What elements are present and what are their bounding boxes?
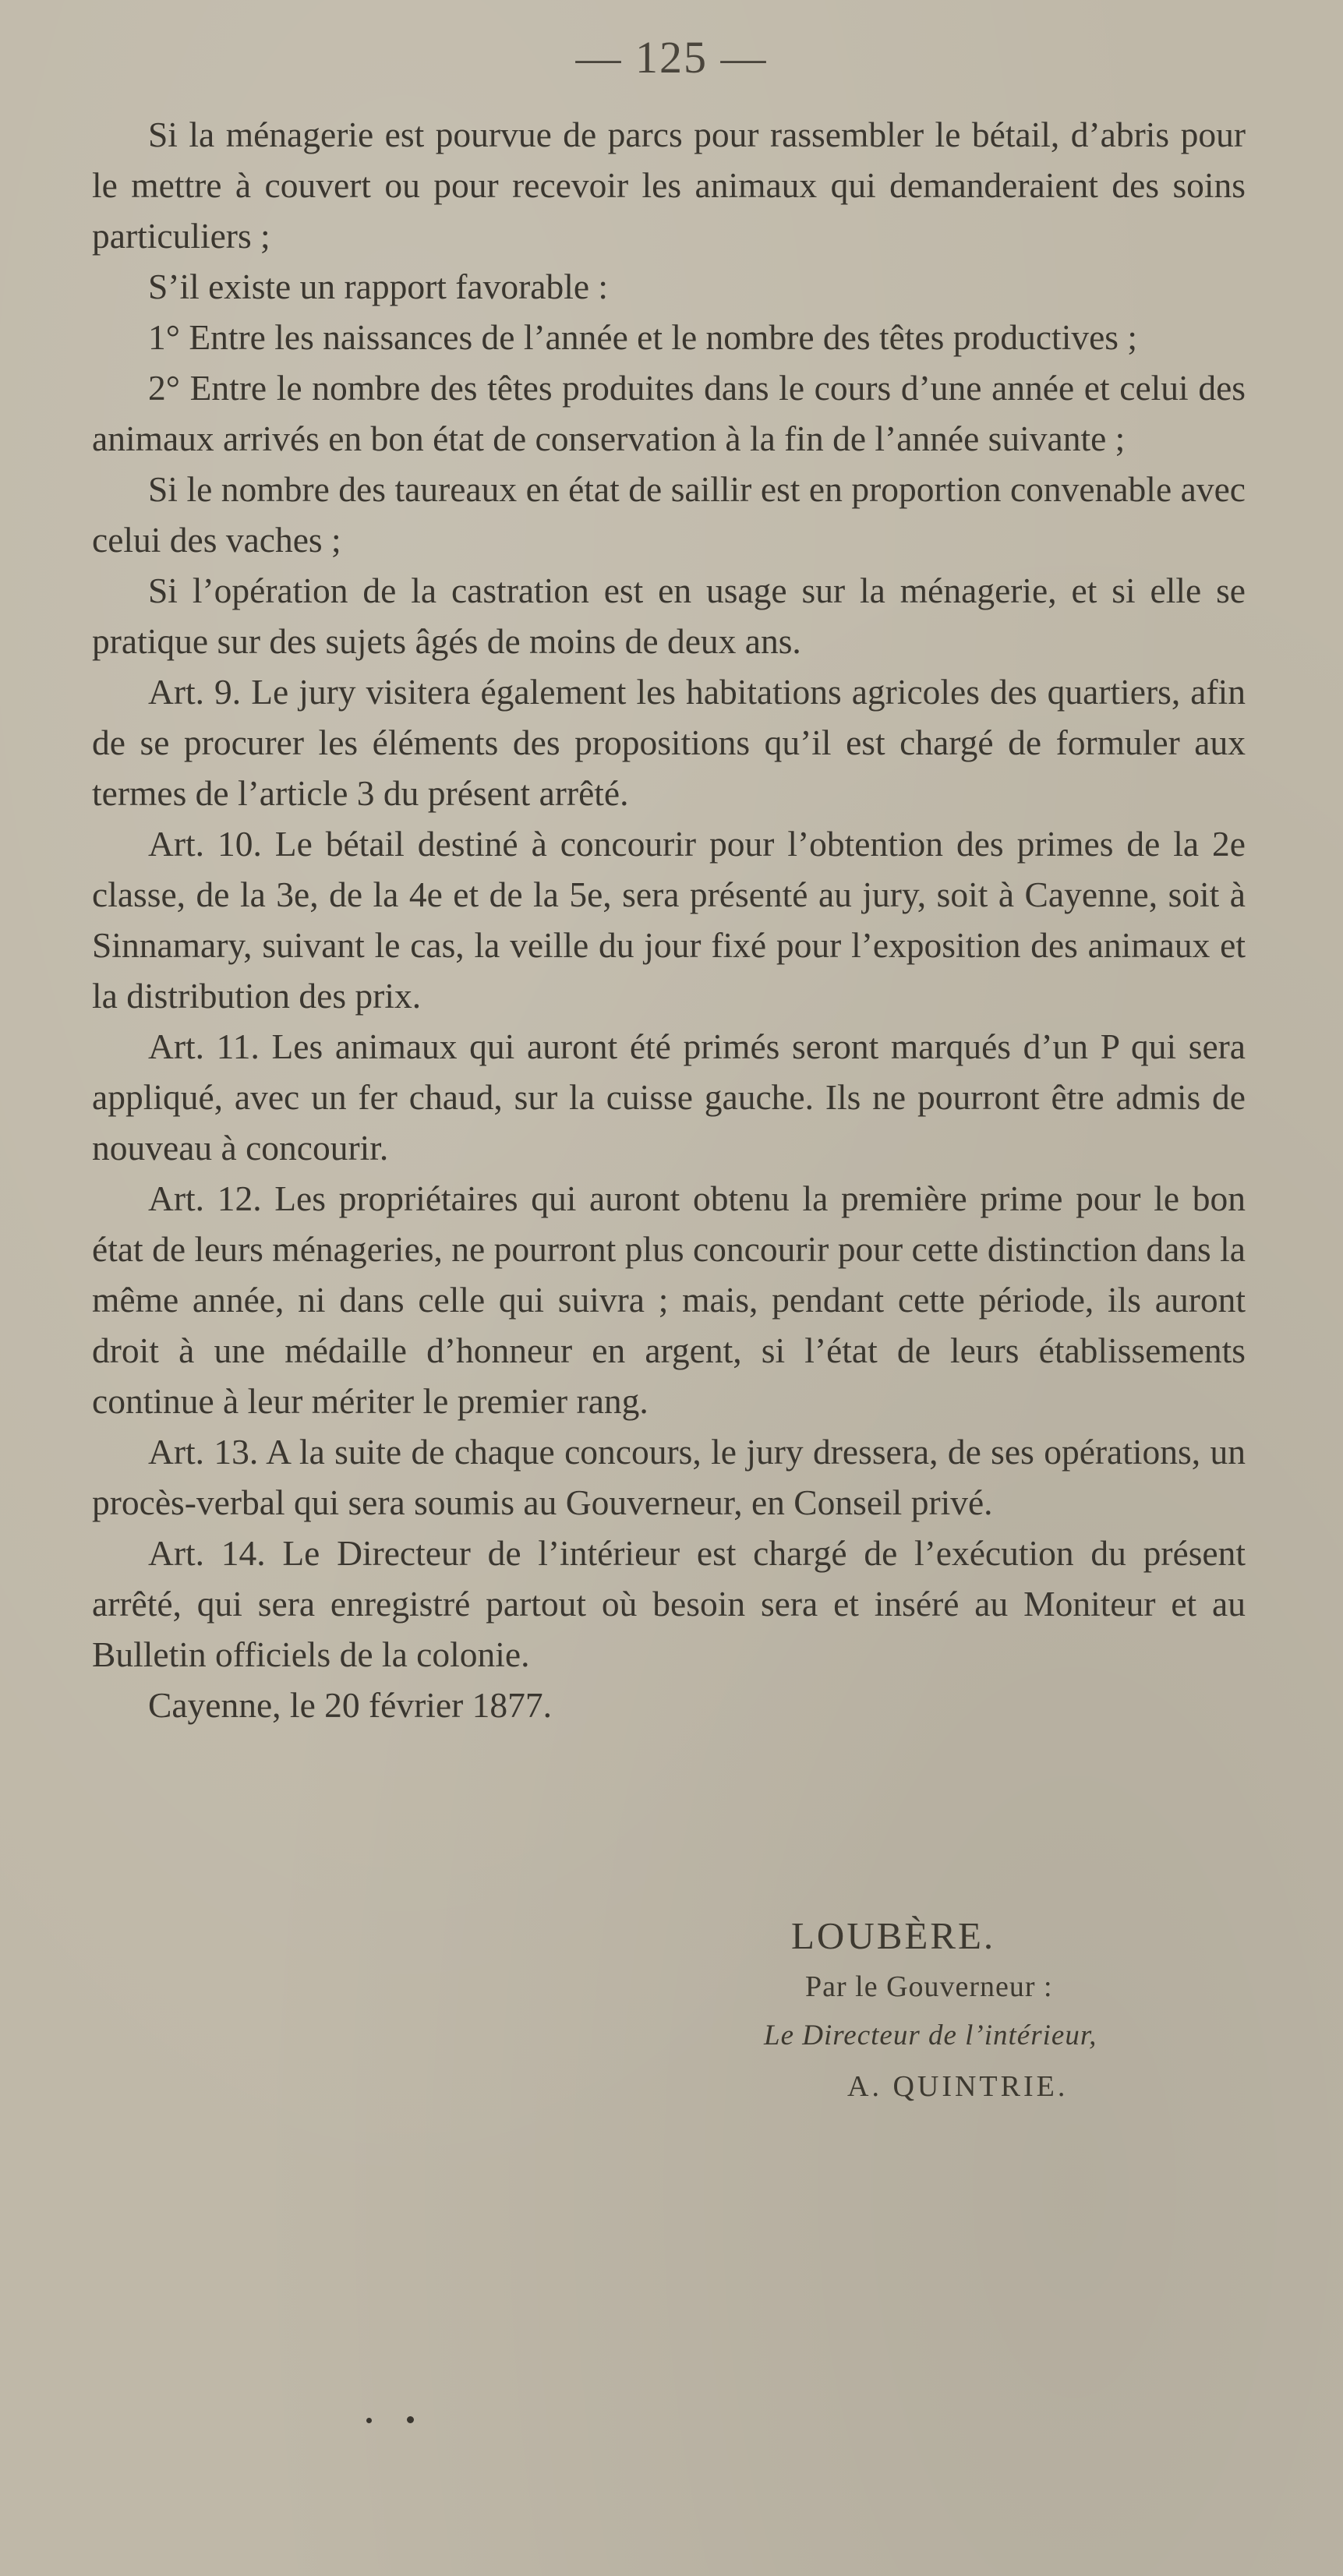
by-governor-line: Par le Gouverneur : bbox=[805, 1970, 1053, 2003]
article-10: Art. 10. Le bétail destiné à concourir pour l’obtention des primes de la 2e classe, de la 3e, de la 4e et de la 5e, sera présenté au jury, soit à Cayenne, soit à Sinnamary, suivant le cas, la veille du jour fixé pour l’exposition des animaux et la distribution des prix. bbox=[92, 824, 1246, 1016]
body-text bbox=[92, 109, 1246, 1730]
article-14: Art. 14. Le Directeur de l’intérieur est chargé de l’exécution du présent arrêté, qui sera enregistré partout où besoin sera et inséré au Moniteur et au Bulletin officiels de la colonie. bbox=[92, 1533, 1246, 1674]
paragraph-taureaux: Si le nombre des taureaux en état de saillir est en proportion convenable avec celui des vaches ; bbox=[92, 469, 1246, 560]
paragraph-menagerie-parcs: Si la ménagerie est pourvue de parcs pour rassembler le bétail, d’abris pour le mettre à couvert ou pour recevoir les animaux qui demanderaient des soins particuliers ; bbox=[92, 115, 1246, 256]
paragraph-naissances: 1° Entre les naissances de l’année et le nombre des têtes productives ; bbox=[148, 317, 1138, 357]
paragraph-tetes-produites: 2° Entre le nombre des têtes produites dans le cours d’une année et celui des animaux arrivés en bon état de conservation à la fin de l’année suivante ; bbox=[92, 368, 1246, 458]
article-13: Art. 13. A la suite de chaque concours, le jury dressera, de ses opérations, un procès-verbal qui sera soumis au Gouverneur, en Conseil privé. bbox=[92, 1432, 1246, 1522]
article-11: Art. 11. Les animaux qui auront été primés seront marqués d’un P qui sera appliqué, avec un fer chaud, sur la cuisse gauche. Ils ne pourront être admis de nouveau à concourir. bbox=[92, 1027, 1246, 1168]
article-12: Art. 12. Les propriétaires qui auront obtenu la première prime pour le bon état de leurs ménageries, ne pourront plus concourir pour cette distinction dans la même année, ni dans celle qui suivra ; mais, pendant cette période, ils auront droit à une médaille d’honneur en argent, si l’état de leurs établissements continue à leur mériter le premier rang. bbox=[92, 1178, 1246, 1421]
director-name: A. QUINTRIE. bbox=[847, 2070, 1069, 2103]
dateline: Cayenne, le 20 février 1877. bbox=[148, 1685, 553, 1725]
paragraph-castration: Si l’opération de la castration est en usage sur la ménagerie, et si elle se pratique sur des sujets âgés de moins de deux ans. bbox=[92, 571, 1246, 661]
governor-name: LOUBÈRE. bbox=[791, 1914, 996, 1957]
ink-speck bbox=[407, 2416, 414, 2423]
page-number: — 125 — bbox=[575, 32, 768, 83]
article-9: Art. 9. Le jury visitera également les habitations agricoles des quartiers, afin de se procurer les éléments des propositions qu’il est chargé de formuler aux termes de l’article 3 du présent arrêté. bbox=[92, 672, 1246, 813]
paragraph-rapport-favorable: S’il existe un rapport favorable : bbox=[148, 267, 609, 306]
ink-speck bbox=[366, 2418, 372, 2423]
director-title: Le Directeur de l’intérieur, bbox=[764, 2019, 1097, 2051]
